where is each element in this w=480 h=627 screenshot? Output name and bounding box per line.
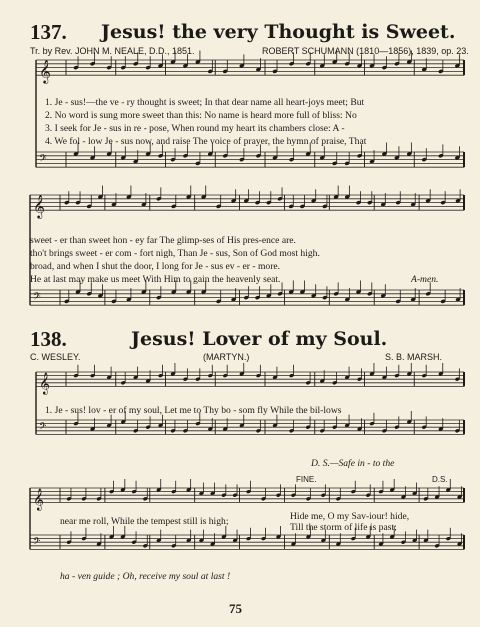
hymn-137-author-credit: Tr. by Rev. JOHN M. NEALE, D.D., 1851. — [30, 46, 195, 56]
hymn-138-composer-credit: S. B. MARSH. — [385, 352, 443, 362]
hymn-138-tune-name: (MARTYN.) — [203, 352, 250, 362]
bass-clef-icon: 𝄢 — [33, 534, 41, 549]
hymn-138-number: 138. — [30, 327, 67, 351]
treble-clef-icon: 𝄞 — [39, 373, 51, 395]
hymn-137-verse-1a: 1. Je - sus!—the ve - ry thought is sweet; In that dear name all heart-joys meet; But — [45, 97, 365, 108]
hymn-137-number: 137. — [30, 20, 67, 44]
hymn-138-refrain-2: Till the storm of life is past; — [290, 522, 397, 533]
hymn-138-refrain-1: Hide me, O my Sav-iour! hide, — [290, 511, 410, 522]
bass-clef-icon: 𝄢 — [39, 152, 47, 167]
treble-clef-icon: 𝄞 — [33, 489, 45, 511]
hymn-137-verse-3b: broad, and when I shut the door, I long for Je - sus ev - er - more. — [30, 261, 281, 272]
hymn-137-verse-2a: 2. No word is sung more sweet than this: No name is heard more full of bliss: No — [45, 110, 357, 121]
ds-marking: D.S. — [432, 475, 448, 484]
hymn-138-verse-1b: near me roll, While the tempest still is high; — [60, 516, 229, 527]
hymn-138-title: Jesus! Lover of my Soul. — [131, 328, 388, 350]
hymn-137-verse-4a: 4. We fol - low Je - sus now, and raise The voice of prayer, the hymn of praise, That — [45, 136, 367, 147]
hymn-138-author-credit: C. WESLEY. — [30, 352, 81, 362]
hymn-137-title: Jesus! the very Thought is Sweet. — [101, 21, 456, 43]
treble-clef-icon: 𝄞 — [33, 195, 45, 219]
hymn-137-verse-1b: sweet - er than sweet hon - ey far The glimp-ses of His pres-ence are. — [30, 235, 296, 246]
hymn-137-verse-2b: tho't brings sweet - er com - fort nigh, Than Je - sus, Son of God most high. — [30, 248, 320, 259]
bass-clef-icon: 𝄢 — [33, 290, 41, 305]
fine-marking: FINE. — [296, 475, 317, 484]
amen-label: A-men. — [411, 274, 439, 285]
hymn-138-ds-lyric-a: D. S.—Safe in - to the — [311, 458, 395, 469]
hymn-138-ds-lyric-b: ha - ven guide ; Oh, receive my soul at last ! — [60, 571, 231, 582]
hymn-137-verse-3a: 3. I seek for Je - sus in re - pose, When round my heart its chambers close: A - — [45, 123, 345, 134]
page-number: 75 — [229, 601, 242, 616]
hymn-138-verse-1a: 1. Je - sus! lov - er of my soul, Let me to Thy bo - som fly While the bil-lows — [45, 405, 342, 416]
hymn-137-verse-4b: He at last may make us meet With Him to gain the heavenly seat. — [30, 274, 281, 285]
bass-clef-icon: 𝄢 — [39, 419, 47, 434]
hymn-137-composer-credit: ROBERT SCHUMANN (1810—1856), 1839, op. 23. — [262, 46, 469, 56]
treble-clef-icon: 𝄞 — [39, 60, 51, 84]
